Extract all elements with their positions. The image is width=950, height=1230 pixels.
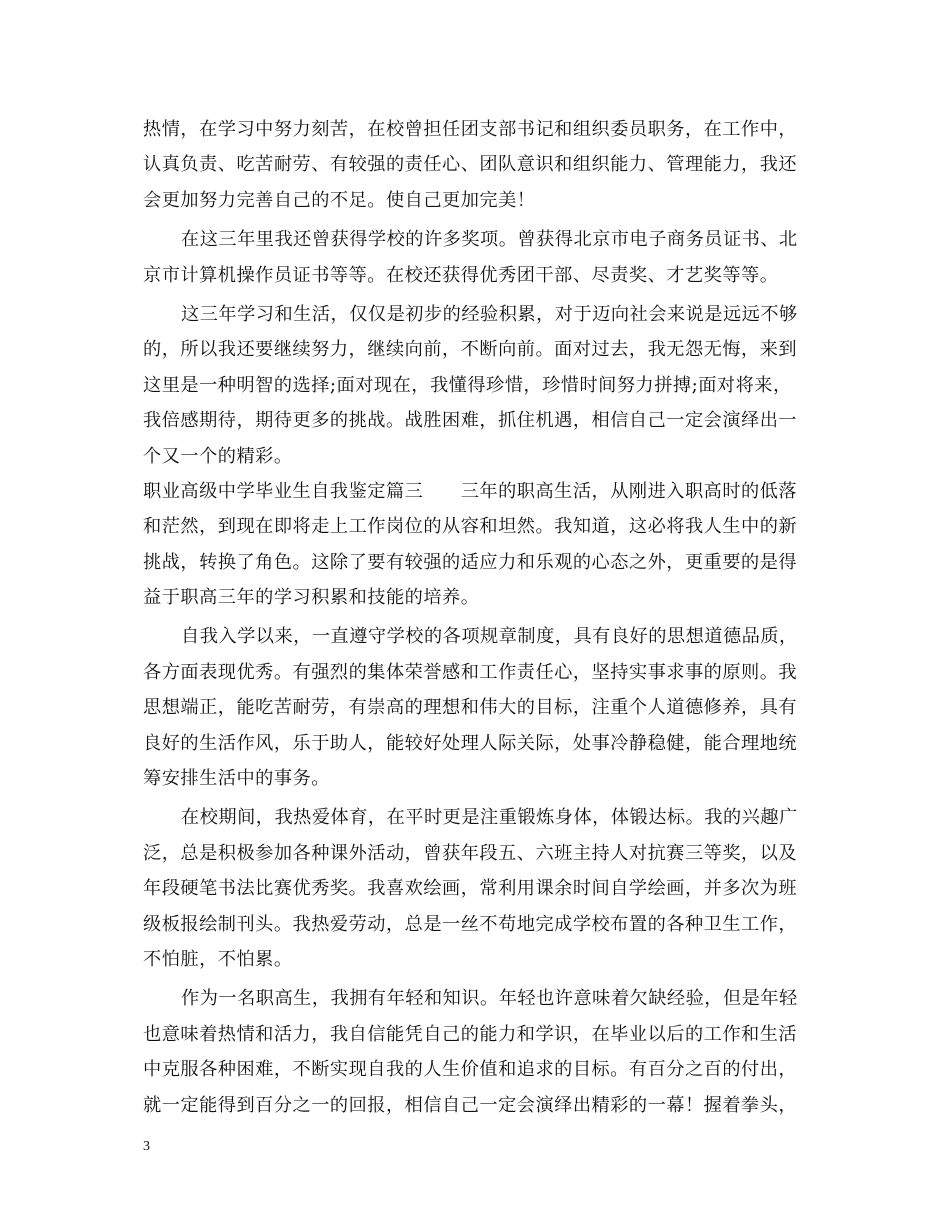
text-line: 益于职高三年的学习积累和技能的培养。 [143,587,480,609]
text-line: 这三年学习和生活，仅仅是初步的经验积累，对于迈向社会来说是远远不够 [181,303,798,325]
text-line: 会更加努力完善自己的不足。使自己更加完美！ [143,189,536,211]
text-line: 在校期间，我热爱体育，在平时更是注重锻炼身体，体锻达标。我的兴趣广 [181,807,798,829]
text-line: 作为一名职高生，我拥有年轻和知识。年轻也许意味着欠缺经验，但是年轻 [181,988,798,1010]
page-number: 3 [143,1139,150,1154]
text-line: 个又一个的精彩。 [143,445,293,467]
text-line: 在这三年里我还曾获得学校的许多奖项。曾获得北京市电子商务员证书、北 [181,229,798,251]
text-line: 不怕脏，不怕累。 [143,948,293,970]
text-line: 中克服各种困难，不断实现自我的人生价值和追求的目标。有百分之百的付出， [143,1059,798,1081]
document-body [143,112,815,1123]
text-line: 京市计算机操作员证书等等。在校还获得优秀团干部、尽责奖、才艺奖等等。 [143,264,779,286]
text-line: 年段硬笔书法比赛优秀奖。我喜欢绘画，常利用课余时间自学绘画，并多次为班 [143,878,798,900]
text-line: 也意味着热情和活力，我自信能凭自己的能力和学识，在毕业以后的工作和生活 [143,1023,798,1045]
text-line: 就一定能得到百分之一的回报，相信自己一定会演绎出精彩的一幕！握着拳头， [143,1094,798,1116]
text-line: 泛，总是积极参加各种课外活动，曾获年段五、六班主持人对抗赛三等奖，以及 [143,842,798,864]
text-line: 认真负责、吃苦耐劳、有较强的责任心、团队意识和组织能力、管理能力，我还 [143,154,798,176]
text-line: 思想端正，能吃苦耐劳，有崇高的理想和伟大的目标，注重个人道德修养，具有 [143,697,798,719]
text-line: 自我入学以来，一直遵守学校的各项规章制度，具有良好的思想道德品质， [181,626,798,648]
text-line: 良好的生活作风，乐于助人，能较好处理人际关际，处事冷静稳健，能合理地统 [143,732,798,754]
text-line: 挑战，转换了角色。这除了要有较强的适应力和乐观的心态之外，更重要的是得 [143,551,798,573]
text-line: 级板报绘制刊头。我热爱劳动，总是一丝不苟地完成学校布置的各种卫生工作， [143,913,798,935]
text-line: 筹安排生活中的事务。 [143,768,330,790]
text-line: 和茫然，到现在即将走上工作岗位的从容和坦然。我知道，这必将我人生中的新 [143,516,798,538]
text-line: 我倍感期待，期待更多的挑战。战胜困难，抓住机遇，相信自己一定会演绎出一 [143,410,798,432]
text-line: 的，所以我还要继续努力，继续向前，不断向前。面对过去，我无怨无悔，来到 [143,339,798,361]
text-line: 这里是一种明智的选择;面对现在，我懂得珍惜，珍惜时间努力拼搏;面对将来， [143,374,792,396]
text-line: 热情，在学习中努力刻苦，在校曾担任团支部书记和组织委员职务，在工作中， [143,119,798,140]
text-line: 各方面表现优秀。有强烈的集体荣誉感和工作责任心，坚持实事求事的原则。我 [143,661,798,683]
section-heading-line: 职业高级中学毕业生自我鉴定篇三 三年的职高生活，从刚进入职高时的低落 [143,480,798,502]
